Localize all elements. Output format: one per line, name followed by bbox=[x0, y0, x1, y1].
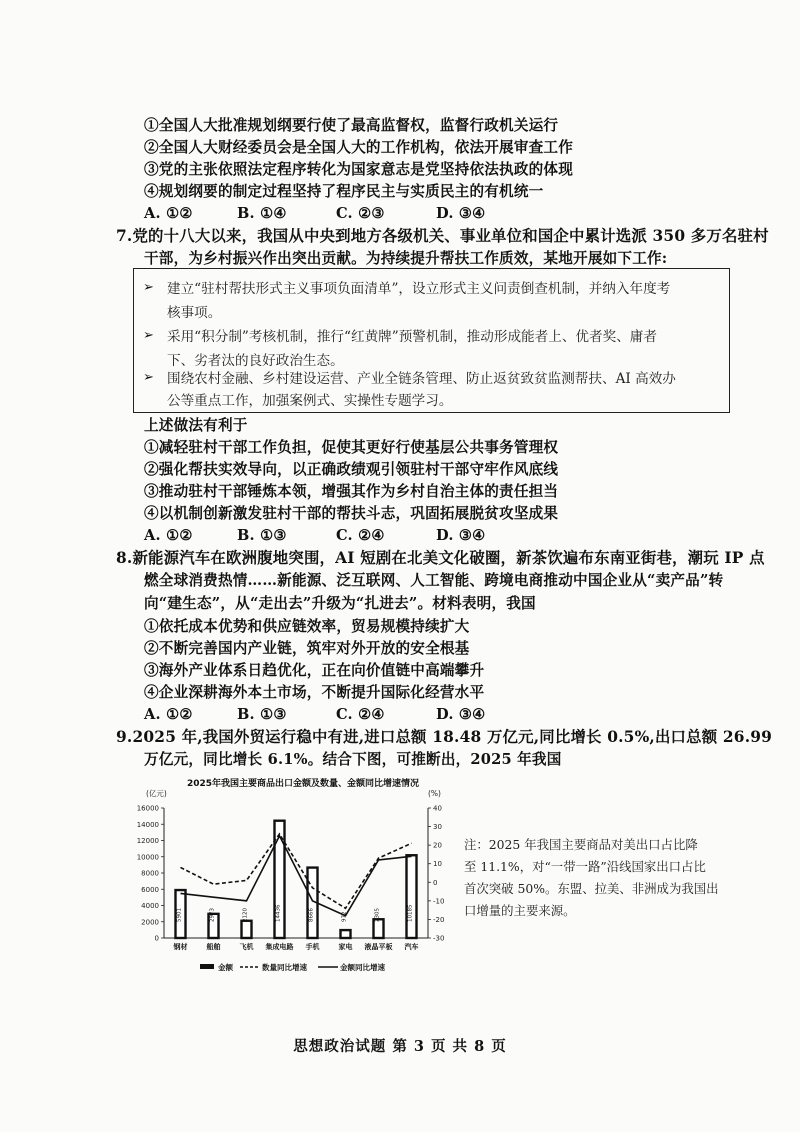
right-tick-label: 40 bbox=[433, 804, 442, 813]
choice-b[interactable]: B. ①③ bbox=[237, 706, 287, 723]
q7-stem-line-1: 7.党的十八大以来，我国从中央到地方各级机关、事业单位和国企中累计选派 350 多万名驻村 bbox=[116, 227, 769, 245]
q9-stem-line-1: 9.2025 年,我国外贸运行稳中有进,进口总额 18.48 万亿元,同比增长 0.5%,出口总额 26.99 bbox=[116, 728, 773, 746]
q8-option-2: ②不断完善国内产业链，筑牢对外开放的安全根基 bbox=[144, 640, 470, 657]
note-line-4: 口增量的主要来源。 bbox=[464, 903, 576, 918]
bar-value-label: 14436 bbox=[275, 904, 282, 922]
choice-b[interactable]: B. ①③ bbox=[237, 527, 287, 544]
choice-c[interactable]: C. ②④ bbox=[336, 527, 385, 544]
bar-value-label: 2120 bbox=[242, 908, 249, 922]
q6-option-2: ②全国人大财经委员会是全国人大的工作机构，依法开展审查工作 bbox=[144, 139, 574, 156]
bar-value-label: 5901 bbox=[176, 908, 183, 922]
right-tick-label: -20 bbox=[433, 915, 445, 924]
box-item-2-line-2: 下、劣者汰的良好政治生态。 bbox=[167, 353, 344, 369]
category-label: 家电 bbox=[338, 943, 353, 951]
left-tick-label: 4000 bbox=[141, 902, 159, 910]
chart-legend bbox=[200, 962, 385, 972]
q8-stem-line-3: 向“建生态”，从“走出去”升级为“扎进去”。材料表明，我国 bbox=[144, 595, 536, 612]
q7-option-2: ②强化帮扶实效导向，以正确政绩观引领驻村干部守牢作风底线 bbox=[144, 461, 559, 478]
left-tick-label: 10000 bbox=[136, 853, 159, 862]
legend-label: 数量同比增速 bbox=[262, 963, 307, 972]
choice-d[interactable]: D. ③④ bbox=[436, 205, 486, 222]
left-axis-unit: (亿元) bbox=[146, 789, 167, 798]
note-line-3: 首次突破 50%。东盟、拉美、非洲成为我国出 bbox=[464, 881, 719, 896]
left-tick-label: 12000 bbox=[136, 837, 159, 845]
category-label: 船舶 bbox=[206, 943, 221, 951]
left-tick-label: 16000 bbox=[136, 804, 159, 813]
q7-measures-box bbox=[133, 268, 730, 413]
q7-option-3: ③推动驻村干部锤炼本领，增强其作为乡村自治主体的责任担当 bbox=[144, 483, 559, 500]
choice-a[interactable]: A. ①② bbox=[144, 205, 193, 222]
legend-label: 金额同比增速 bbox=[340, 963, 385, 972]
choice-c[interactable]: C. ②④ bbox=[336, 706, 385, 723]
choice-c[interactable]: C. ②③ bbox=[336, 205, 385, 222]
left-tick-label: 2000 bbox=[141, 918, 159, 927]
choice-d[interactable]: D. ③④ bbox=[436, 706, 486, 723]
page-footer: 思想政治试题 第 3 页 共 8 页 bbox=[293, 1038, 507, 1055]
q7-option-4: ④以机制创新激发驻村干部的帮扶斗志，巩固拓展脱贫攻坚成果 bbox=[144, 505, 559, 522]
category-label: 汽车 bbox=[404, 943, 419, 951]
bar bbox=[242, 921, 252, 938]
box-item-3-line-2: 公等重点工作，加强案例式、实操性专题学习。 bbox=[167, 393, 453, 409]
category-label: 飞机 bbox=[239, 943, 254, 951]
category-label: 液晶平板 bbox=[364, 943, 393, 951]
choice-b[interactable]: B. ①④ bbox=[237, 205, 287, 222]
bar bbox=[407, 855, 417, 938]
box-item-1-line-1: 建立“驻村帮扶形式主义事项负面清单”，设立形式主义问责倒查机制，并纳入年度考 bbox=[167, 281, 671, 297]
category-label: 钢材 bbox=[173, 943, 188, 951]
note-line-1: 注：2025 年我国主要商品对美出口占比降 bbox=[464, 837, 698, 852]
choice-a[interactable]: A. ①② bbox=[144, 527, 193, 544]
q6-option-1: ①全国人大批准规划纲要行使了最高监督权，监督行政机关运行 bbox=[144, 117, 559, 134]
legend-bar-swatch bbox=[200, 964, 214, 969]
q8-option-3: ③海外产业体系日趋优化，正在向价值链中高端攀升 bbox=[144, 662, 485, 679]
left-tick-label: 8000 bbox=[141, 869, 159, 878]
right-axis-unit: (%) bbox=[428, 789, 441, 798]
bar-value-label: 10185 bbox=[407, 904, 414, 922]
chart-plot bbox=[137, 805, 445, 952]
chart-title: 2025年我国主要商品出口金额及数量、金额同比增速情况 bbox=[186, 779, 420, 789]
q7-option-1: ①减轻驻村干部工作负担，促使其更好行使基层公共事务管理权 bbox=[144, 439, 559, 456]
q8-choices bbox=[144, 704, 485, 726]
bar-value-label: 8666 bbox=[308, 908, 315, 922]
export-chart bbox=[128, 772, 458, 984]
note-line-2: 至 11.1%，对“一带一路”沿线国家出口占比 bbox=[464, 859, 706, 874]
bar-value-label: 972 bbox=[341, 911, 348, 922]
left-tick-label: 6000 bbox=[141, 885, 159, 894]
right-tick-label: -10 bbox=[433, 897, 445, 906]
right-tick-label: -30 bbox=[433, 934, 445, 943]
q6-choices bbox=[144, 203, 485, 225]
right-tick-label: 20 bbox=[433, 841, 442, 850]
left-tick-label: 14000 bbox=[136, 820, 159, 829]
arrow-bullet-icon: ➢ bbox=[143, 370, 154, 385]
left-tick-label: 0 bbox=[154, 934, 159, 943]
q8-option-4: ④企业深耕海外本土市场，不断提升国际化经营水平 bbox=[144, 684, 485, 701]
q6-option-4: ④规划纲要的制定过程坚持了程序民主与实质民主的有机统一 bbox=[144, 183, 544, 200]
box-item-2-line-1: 采用“积分制”考核机制，推行“红黄牌”预警机制，推动形成能者上、优者奖、庸者 bbox=[167, 329, 657, 345]
q8-option-1: ①依托成本优势和供应链效率，贸易规模持续扩大 bbox=[144, 618, 470, 635]
bar-value-label: 2305 bbox=[374, 908, 381, 922]
right-tick-label: 10 bbox=[433, 860, 442, 869]
q8-stem-line-2: 燃全球消费热情……新能源、泛互联网、人工智能、跨境电商推动中国企业从“卖产品”转 bbox=[144, 572, 724, 589]
right-tick-label: 30 bbox=[433, 823, 442, 832]
value-growth-line bbox=[181, 836, 412, 916]
q7-lead: 上述做法有利于 bbox=[144, 417, 248, 434]
q6-option-3: ③党的主张依照法定程序转化为国家意志是党坚持依法执政的体现 bbox=[144, 161, 574, 178]
category-label: 集成电路 bbox=[265, 943, 294, 951]
box-item-1-line-2: 核事项。 bbox=[167, 305, 222, 321]
q7-choices bbox=[144, 525, 485, 547]
legend-label: 金额 bbox=[218, 963, 233, 972]
bar-value-label: 2973 bbox=[209, 908, 216, 922]
right-tick-label: 0 bbox=[433, 878, 438, 887]
arrow-bullet-icon: ➢ bbox=[143, 280, 154, 295]
q9-stem-line-2: 万亿元，同比增长 6.1%。结合下图，可推断出，2025 年我国 bbox=[144, 751, 562, 768]
choice-d[interactable]: D. ③④ bbox=[436, 527, 486, 544]
choice-a[interactable]: A. ①② bbox=[144, 706, 193, 723]
category-label: 手机 bbox=[305, 943, 320, 951]
arrow-bullet-icon: ➢ bbox=[143, 328, 154, 343]
bar bbox=[341, 930, 351, 938]
q7-stem-line-2: 干部，为乡村振兴作出突出贡献。为持续提升帮扶工作质效，某地开展如下工作: bbox=[144, 250, 668, 267]
q8-stem-line-1: 8.新能源汽车在欧洲腹地突围，AI 短剧在北美文化破圈，新茶饮遍布东南亚街巷，潮玩 IP 点 bbox=[116, 549, 765, 567]
box-item-3-line-1: 围绕农村金融、乡村建设运营、产业全链条管理、防止返贫致贫监测帮扶、AI 高效办 bbox=[167, 371, 676, 387]
